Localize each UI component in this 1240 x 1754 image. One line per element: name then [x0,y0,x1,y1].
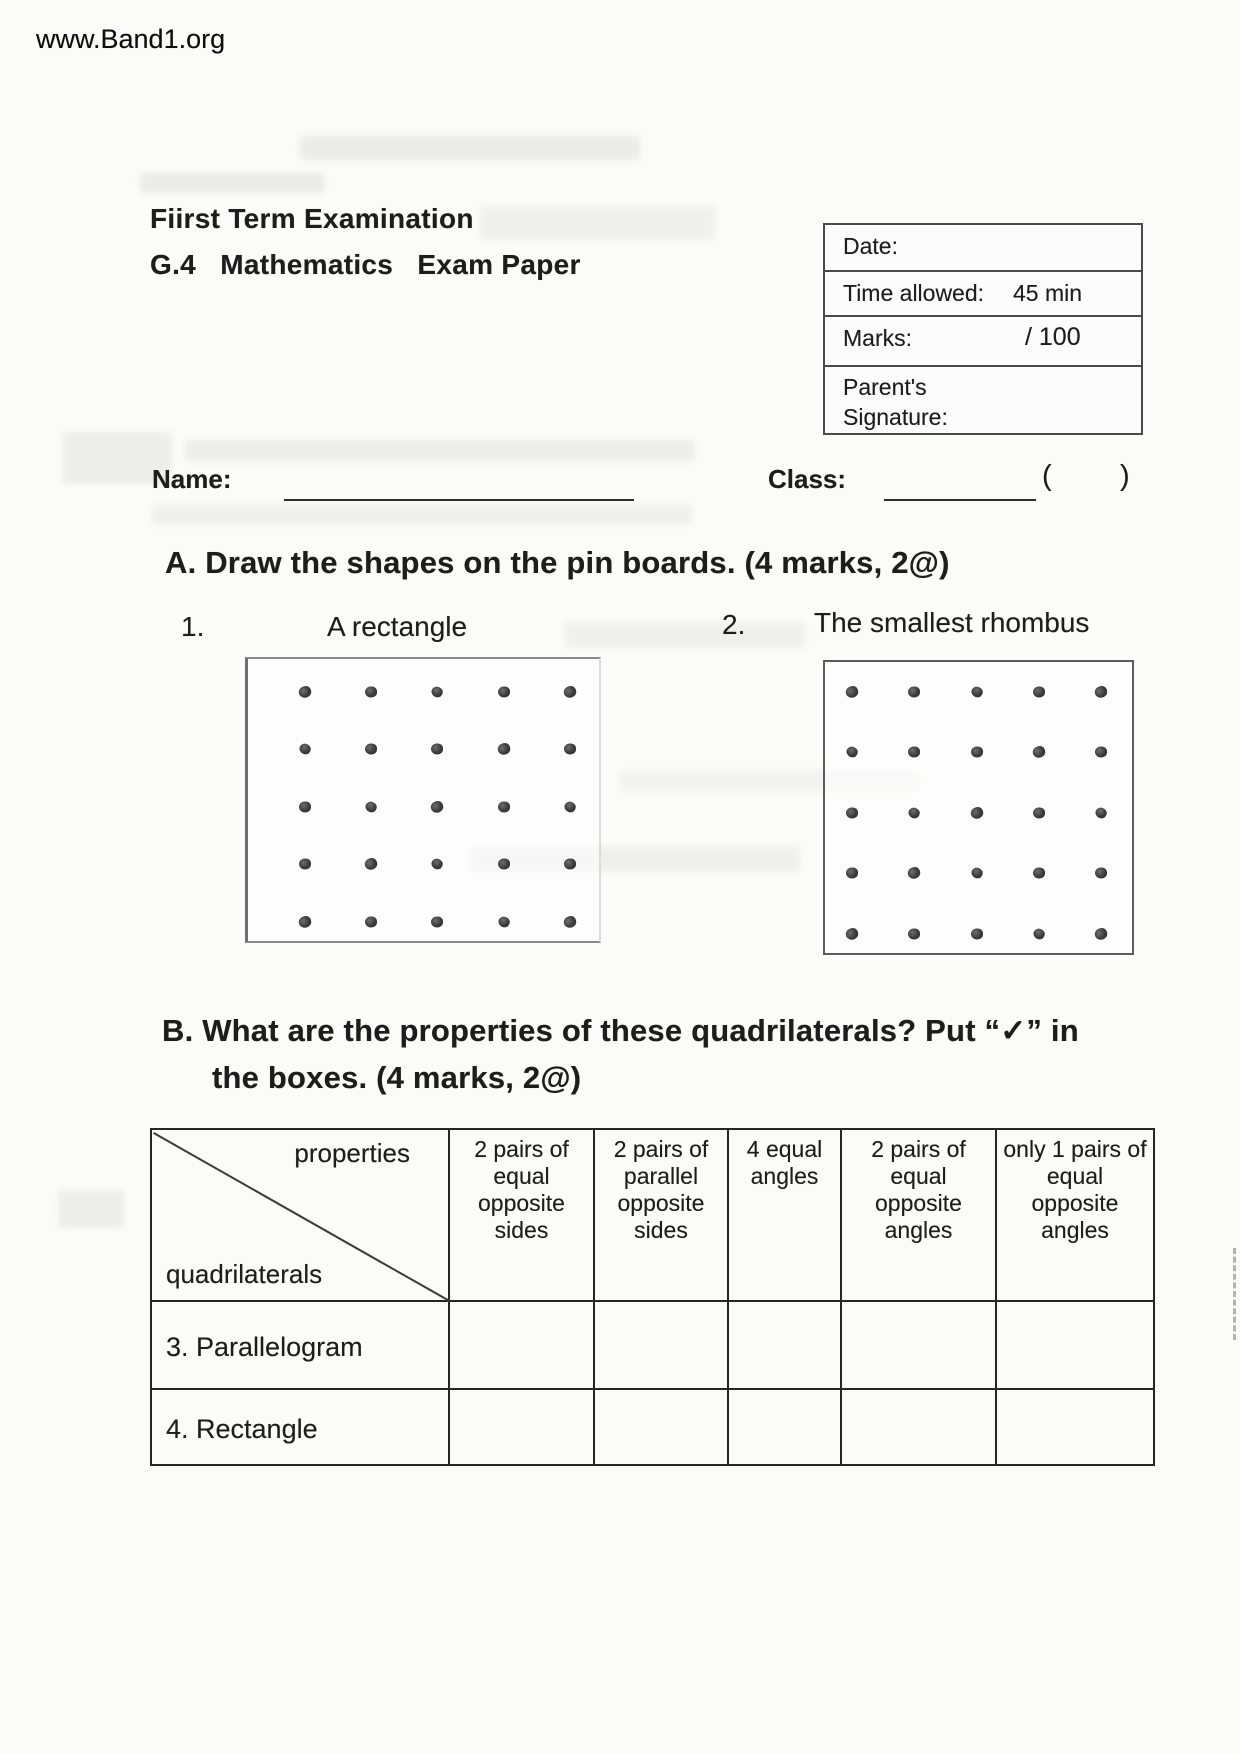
column-header-4-equal-angles: 4 equal angles [728,1129,841,1301]
scan-edge-artifact [1233,1248,1236,1340]
site-watermark: www.Band1.org [36,24,226,54]
corner-properties-label: properties [294,1138,410,1168]
answer-cell [996,1389,1154,1465]
answer-cell [449,1301,594,1389]
info-row-marks [825,317,1141,367]
answer-cell [841,1389,996,1465]
column-header-equal-opposite-sides: 2 pairs of equal opposite sides [449,1129,594,1301]
answer-cell [594,1389,728,1465]
pin-dot [971,747,983,758]
name-blank-line [284,499,634,501]
scan-artifact [58,1190,124,1228]
info-row-parent-signature [825,367,1141,433]
pin-dot [1094,806,1109,820]
pin-dot [299,859,311,870]
pin-dot [496,742,511,757]
pin-dot [908,747,920,758]
scan-artifact [185,440,695,462]
marks-label: Marks: [843,325,912,351]
pin-dot [1033,807,1045,818]
date-label: Date: [843,233,898,259]
pin-dot [365,916,377,927]
pin-dot [564,859,576,870]
pin-dot [1093,926,1108,941]
pin-dot [969,805,984,820]
scan-artifact [565,622,805,648]
pin-dot [496,915,511,929]
answer-cell [449,1389,594,1465]
answer-cell [841,1301,996,1389]
pin-dot [1031,745,1046,760]
parent-signature-label-line2: Signature: [843,403,948,430]
exam-title: Fiirst Term Examination [150,203,474,234]
pin-dot [907,806,922,820]
marks-total-value: / 100 [1025,323,1081,351]
column-header-only-1-pair-angles: only 1 pairs of equal opposite angles [996,1129,1154,1301]
pin-dot [844,926,859,941]
pin-dot [363,857,378,872]
answer-cell [996,1301,1154,1389]
answer-cell [594,1301,728,1389]
pin-dot [1033,868,1045,879]
pin-dot [498,859,510,870]
answer-cell [728,1301,841,1389]
pin-dot [431,916,443,927]
scan-artifact [152,505,692,525]
question-1-number: 1. [181,611,205,642]
info-row-date [825,225,1141,272]
question-2-number: 2. [722,609,746,640]
parent-signature-label-line1: Parent's [843,374,927,400]
class-paren-open: ( [1042,460,1052,492]
pin-dot [298,742,313,756]
scan-artifact [140,173,325,193]
pin-dot [430,799,445,814]
section-a-heading: A. Draw the shapes on the pin boards. (4 marks, 2@) [165,545,950,580]
info-row-time [825,272,1141,317]
table-row-parallelogram [151,1301,1154,1389]
name-label: Name: [152,464,232,494]
question-1-label: A rectangle [327,611,468,642]
table-row-rectangle [151,1389,1154,1465]
pin-dot [498,801,510,812]
pin-dot [431,744,443,755]
class-paren-close: ) [1120,460,1130,492]
pin-board-1 [245,657,601,943]
pin-dot [365,687,377,698]
column-header-equal-opposite-angles: 2 pairs of equal opposite angles [841,1129,996,1301]
exam-info-box [823,223,1143,435]
pin-dot [845,745,860,759]
pin-dot [364,800,379,814]
pin-dot [563,800,578,814]
scan-artifact [300,136,640,160]
exam-subtitle: G.4 Mathematics Exam Paper [150,249,581,280]
pin-dot [430,685,445,699]
pin-dot [908,687,920,698]
time-allowed-value: 45 min [1013,280,1083,306]
pin-dot [297,914,312,929]
pin-dot [846,868,858,879]
pin-dot [562,914,577,929]
pin-dot [498,687,510,698]
corner-quadrilaterals-label: quadrilaterals [166,1259,323,1290]
pin-dot [1095,747,1107,758]
pin-dot [299,801,311,812]
pin-dot [1033,687,1045,698]
pin-dot [365,744,377,755]
pin-dot [969,685,984,699]
pin-dot [430,857,445,871]
properties-table [150,1128,1155,1466]
pin-dot [846,807,858,818]
section-b-heading-line1: B. What are the properties of these quadrilaterals? Put “✓” in [162,1013,1079,1048]
table-corner-cell [151,1129,449,1301]
pin-dot [564,744,576,755]
pin-dot [297,685,312,700]
pin-dot [844,685,859,700]
pin-board-2 [823,660,1134,955]
pin-dot [908,928,920,939]
pin-dot [1093,685,1108,700]
pin-dot [969,866,984,880]
pin-dot [562,685,577,700]
pin-dot [971,928,983,939]
answer-cell [728,1389,841,1465]
time-allowed-label: Time allowed: [843,280,985,306]
row-label-parallelogram: 3. Parallelogram [151,1301,449,1389]
question-2-label: The smallest rhombus [814,607,1090,638]
scan-artifact [480,206,715,240]
row-label-rectangle: 4. Rectangle [151,1389,449,1465]
pin-dot [1032,927,1047,941]
column-header-parallel-opposite-sides: 2 pairs of parallel opposite sides [594,1129,728,1301]
class-blank-line [884,499,1036,501]
class-label: Class: [768,464,847,494]
pin-dot [907,866,922,881]
pin-dot [1095,868,1107,879]
section-b-heading-line2: the boxes. (4 marks, 2@) [212,1060,582,1095]
